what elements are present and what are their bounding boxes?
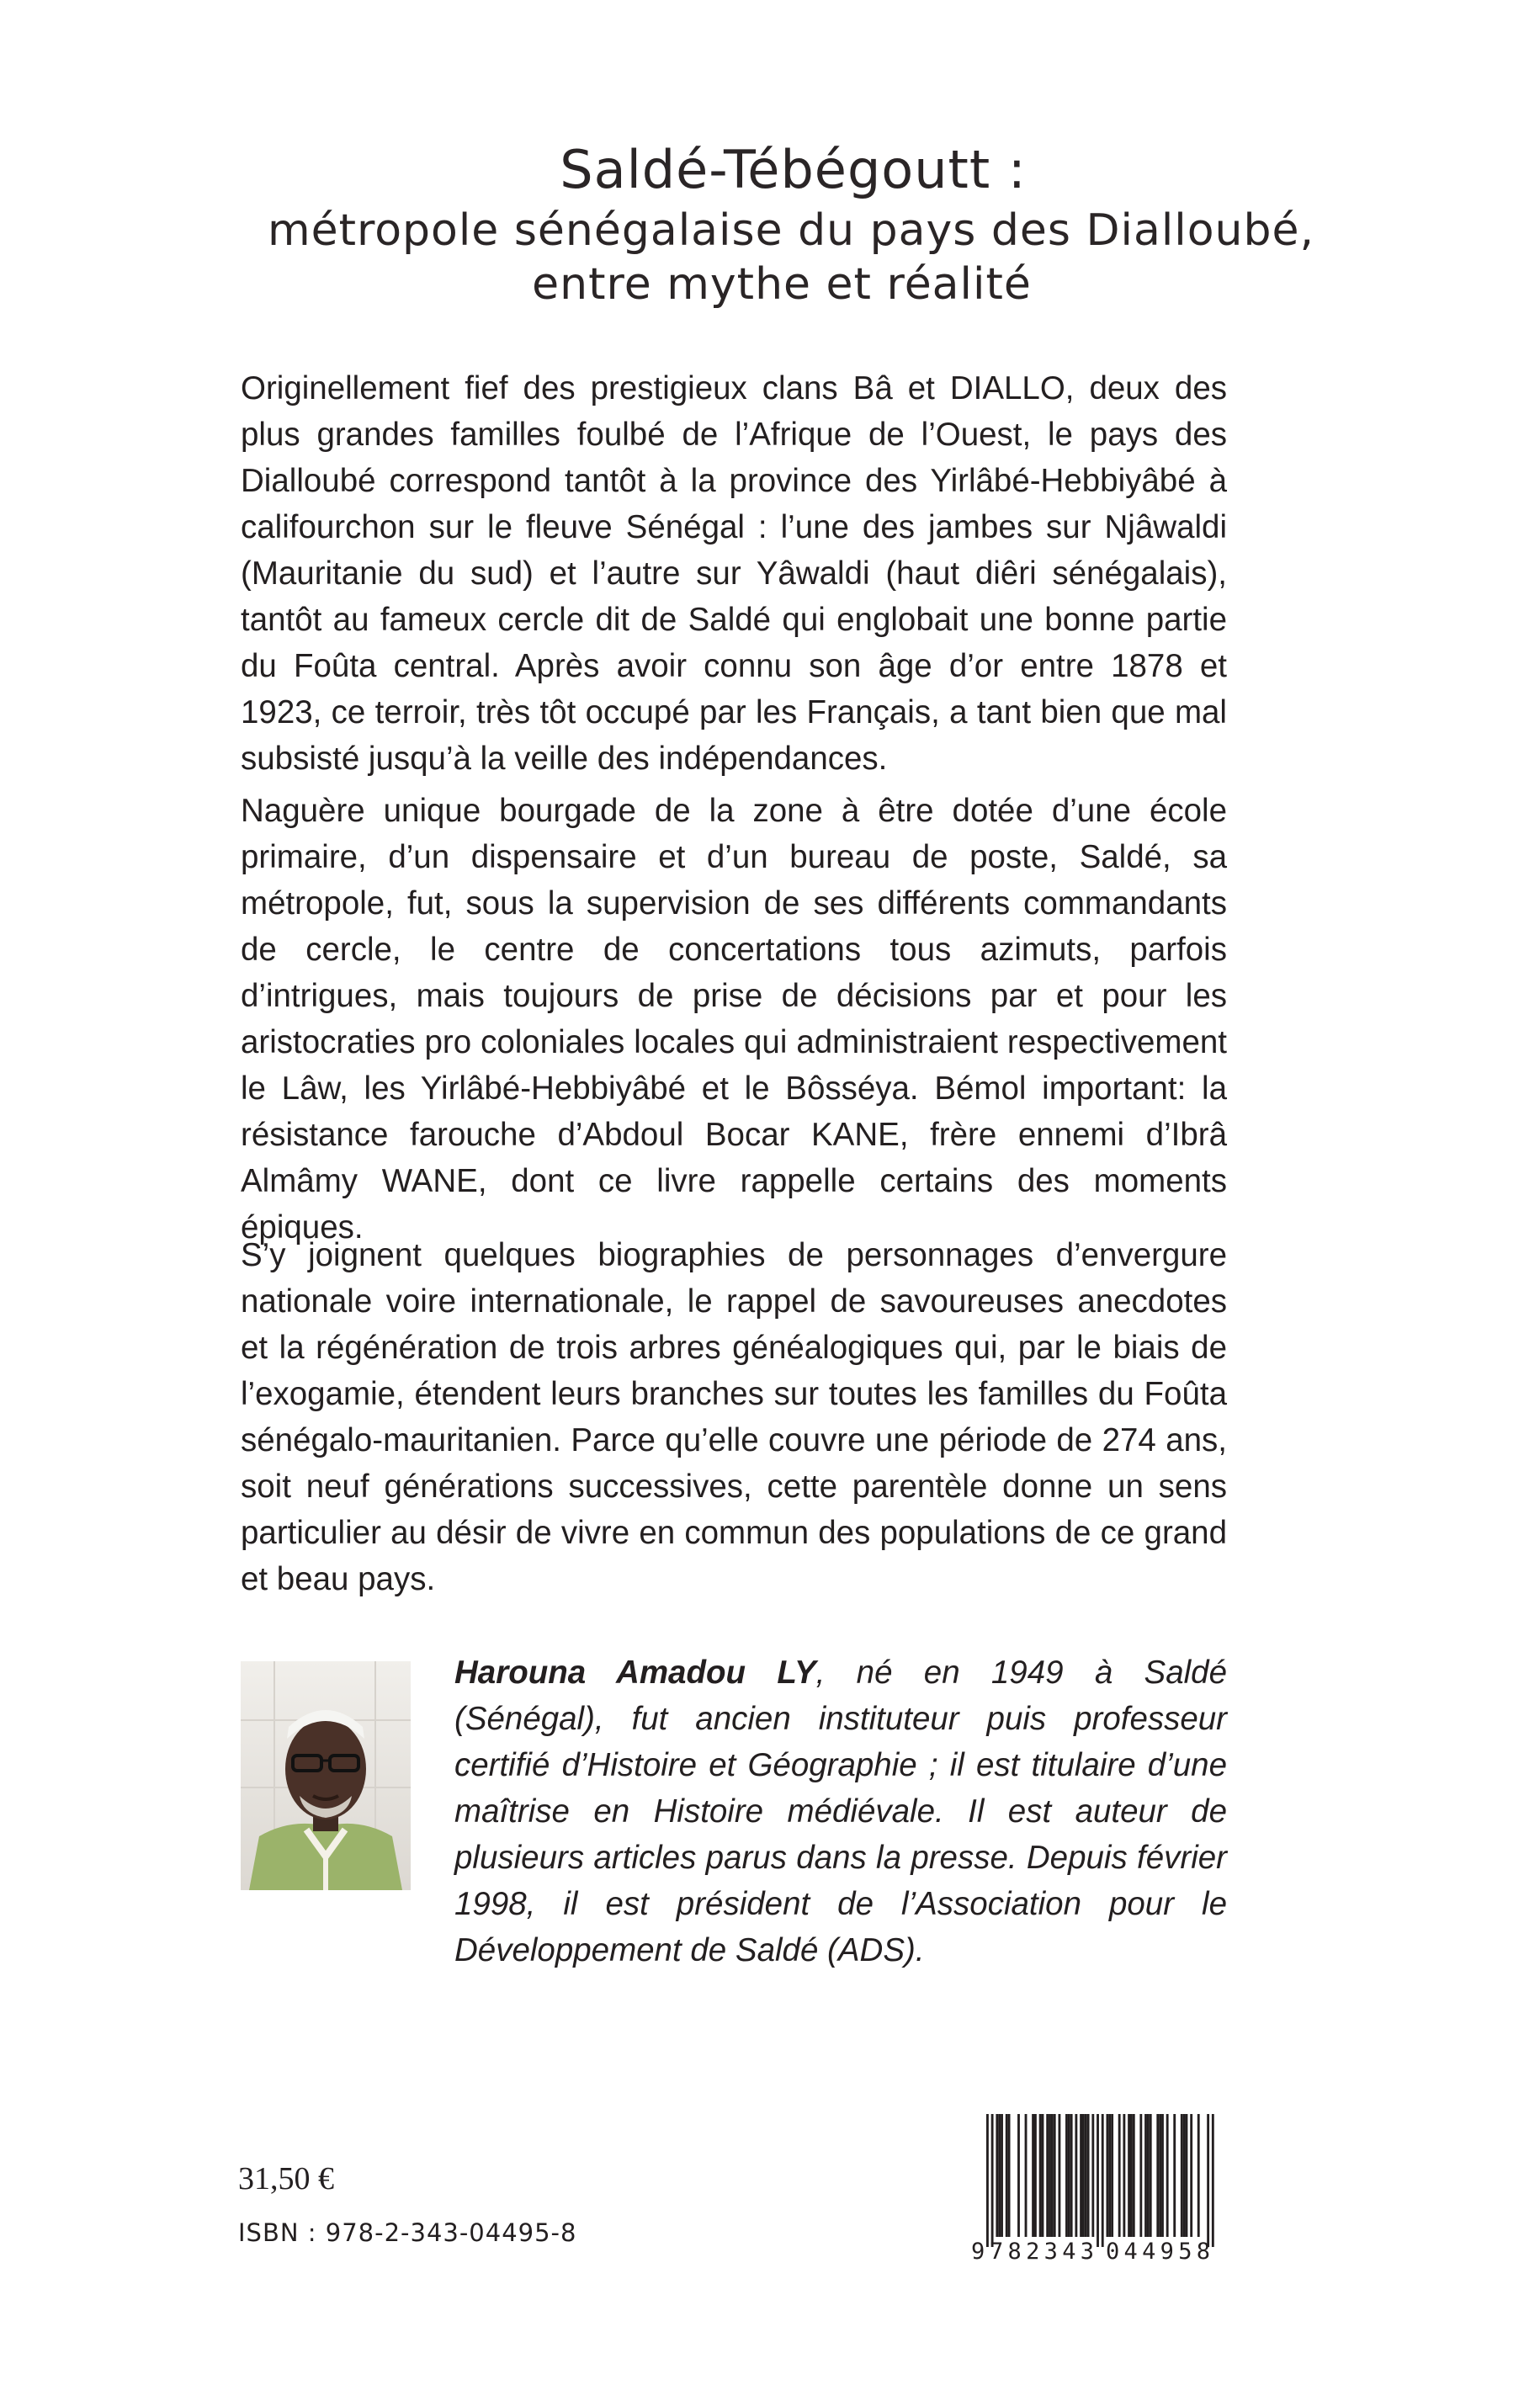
barcode-bar bbox=[998, 2114, 1001, 2237]
barcode-bar bbox=[1118, 2114, 1121, 2237]
barcode-bar bbox=[1186, 2114, 1188, 2237]
barcode-bar bbox=[1087, 2114, 1090, 2237]
barcode-bar bbox=[1085, 2114, 1087, 2237]
barcode-bar bbox=[1049, 2114, 1051, 2237]
blurb-paragraph-2: Naguère unique bourgade de la zone à être dotée d’une école primaire, d’un dispensaire et d’un bureau de poste, Saldé, sa métropole, fut, sous la supervision de ses différents commandants de cercle, le centre de concertations tous azimuts, parfois d’intrigues, mais toujours de prise de décisions par et pour les aristocraties pro coloniales locales qui administraient respectivement le Lâw, les Yirlâbé-Hebbiyâbé et le Bôsséya. Bémol important: la résistance farouche d’Abdoul Bocar KANE, frère ennemi d’Ibrâ Almâmy WANE, dont ce livre rappelle certains des moments épiques. bbox=[241, 793, 1227, 1246]
title-line-1: Saldé-Tébégoutt : bbox=[560, 139, 1027, 200]
barcode-bar bbox=[1123, 2114, 1125, 2237]
barcode-bar bbox=[996, 2114, 998, 2237]
blurb-paragraph-1: Originellement fief des prestigieux clans Bâ et DIALLO, deux des plus grandes familles foulbé de l’Afrique de l’Ouest, le pays des Dialloubé correspond tantôt à la province des Yirlâbé-Hebbiyâbé à califourchon sur le fleuve Sénégal : l’une des jambes sur Njâwaldi (Mauritanie du sud) et l’autre sur Yâwaldi (haut diêri sénégalais), tantôt au fameux cercle dit de Saldé qui englobait une bonne partie du Foûta central. Après avoir connu son âge d’or entre 1878 et 1923, ce terroir, très tôt occupé par les Français, a tant bien que mal subsisté jusqu’à la veille des indépendances. bbox=[241, 370, 1227, 777]
barcode-bar bbox=[1046, 2114, 1049, 2237]
barcode-bar bbox=[1065, 2114, 1068, 2237]
barcode-bar bbox=[1070, 2114, 1073, 2237]
barcode-bar bbox=[1054, 2114, 1056, 2237]
barcode-bar bbox=[1082, 2114, 1085, 2237]
title-line-2: métropole sénégalaise du pays des Dialloubé, bbox=[267, 205, 1315, 256]
barcode-bar bbox=[1068, 2114, 1070, 2237]
barcode-bar bbox=[1032, 2114, 1034, 2237]
barcode-bar bbox=[1190, 2114, 1192, 2237]
barcode-bar bbox=[1156, 2114, 1159, 2237]
barcode-bar bbox=[1130, 2114, 1133, 2237]
barcode-bar bbox=[1181, 2114, 1183, 2237]
barcode-bar bbox=[1183, 2114, 1186, 2237]
isbn-barcode bbox=[969, 2111, 1227, 2262]
author-bio bbox=[454, 1649, 1227, 1973]
barcode-bar bbox=[1150, 2114, 1152, 2237]
barcode-bar bbox=[1097, 2114, 1099, 2247]
barcode-bar bbox=[1207, 2114, 1209, 2247]
title-line-3: entre mythe et réalité bbox=[532, 259, 1032, 310]
author-portrait-illustration bbox=[241, 1661, 411, 1890]
barcode-bar bbox=[1133, 2114, 1135, 2237]
barcode-right-digits: 044958 bbox=[1106, 2239, 1210, 2262]
barcode-bar bbox=[991, 2114, 994, 2247]
author-photo bbox=[241, 1661, 411, 1890]
blurb-paragraph-3: S’y joignent quelques biographies de personnages d’envergure nationale voire internationale, le rappel de savoureuses anecdotes et la régénération de trois arbres généalogiques qui, par le biais de l’exogamie, étendent leurs branches sur toutes les familles du Foûta sénégalo-mauritanien. Parce qu’elle couvre une période de 274 ans, soit neuf générations successives, cette parentèle donne un sens particulier au désir de vivre en commun des populations de ce grand et beau pays. bbox=[241, 1237, 1227, 1597]
barcode-bar bbox=[1034, 2114, 1037, 2237]
barcode-first-digit: 9 bbox=[971, 2239, 985, 2262]
barcode-bar bbox=[1102, 2114, 1104, 2247]
barcode-bar bbox=[1006, 2114, 1008, 2237]
barcode-bar bbox=[1166, 2114, 1169, 2237]
barcode-bar bbox=[1173, 2114, 1176, 2237]
barcode-bar bbox=[1001, 2114, 1003, 2237]
author-bio-text: , né en 1949 à Saldé (Sénégal), fut ancien instituteur puis professeur certifié d’Histoire et Géographie ; il est titulaire d’une maîtrise en Histoire médiévale. Il est auteur de plusieurs articles parus dans la presse. Depuis février 1998, il est président de l’Association pour le Développement de Saldé (ADS). bbox=[454, 1655, 1228, 1968]
barcode-bar bbox=[1147, 2114, 1150, 2237]
barcode-bar bbox=[1128, 2114, 1130, 2237]
book-title bbox=[0, 136, 1540, 311]
barcode-bar bbox=[1197, 2114, 1200, 2237]
barcode-bar bbox=[1159, 2114, 1161, 2237]
barcode-bar bbox=[1025, 2114, 1028, 2237]
barcode-bar bbox=[1107, 2114, 1109, 2237]
barcode-bar bbox=[1161, 2114, 1164, 2237]
barcode-bar bbox=[1042, 2114, 1044, 2237]
barcode-bar bbox=[1059, 2114, 1061, 2237]
barcode-bar bbox=[1080, 2114, 1082, 2237]
barcode-bar bbox=[1008, 2114, 1011, 2237]
price: 31,50 € bbox=[238, 2161, 334, 2196]
barcode-bar bbox=[1017, 2114, 1020, 2237]
author-name: Harouna Amadou LY bbox=[454, 1655, 816, 1691]
isbn: ISBN : 978-2-343-04495-8 bbox=[238, 2218, 577, 2247]
barcode-bar bbox=[986, 2114, 989, 2247]
barcode-bar bbox=[1144, 2114, 1147, 2237]
barcode-left-digits: 782343 bbox=[990, 2239, 1094, 2262]
barcode-bar bbox=[1051, 2114, 1054, 2237]
barcode-bar bbox=[1091, 2114, 1094, 2237]
barcode-bar bbox=[1111, 2114, 1113, 2237]
barcode-bar bbox=[1075, 2114, 1077, 2237]
barcode-bar bbox=[1108, 2114, 1111, 2237]
barcode-bar bbox=[1212, 2114, 1214, 2247]
barcode-bar bbox=[1139, 2114, 1142, 2237]
barcode-bar bbox=[1039, 2114, 1042, 2237]
